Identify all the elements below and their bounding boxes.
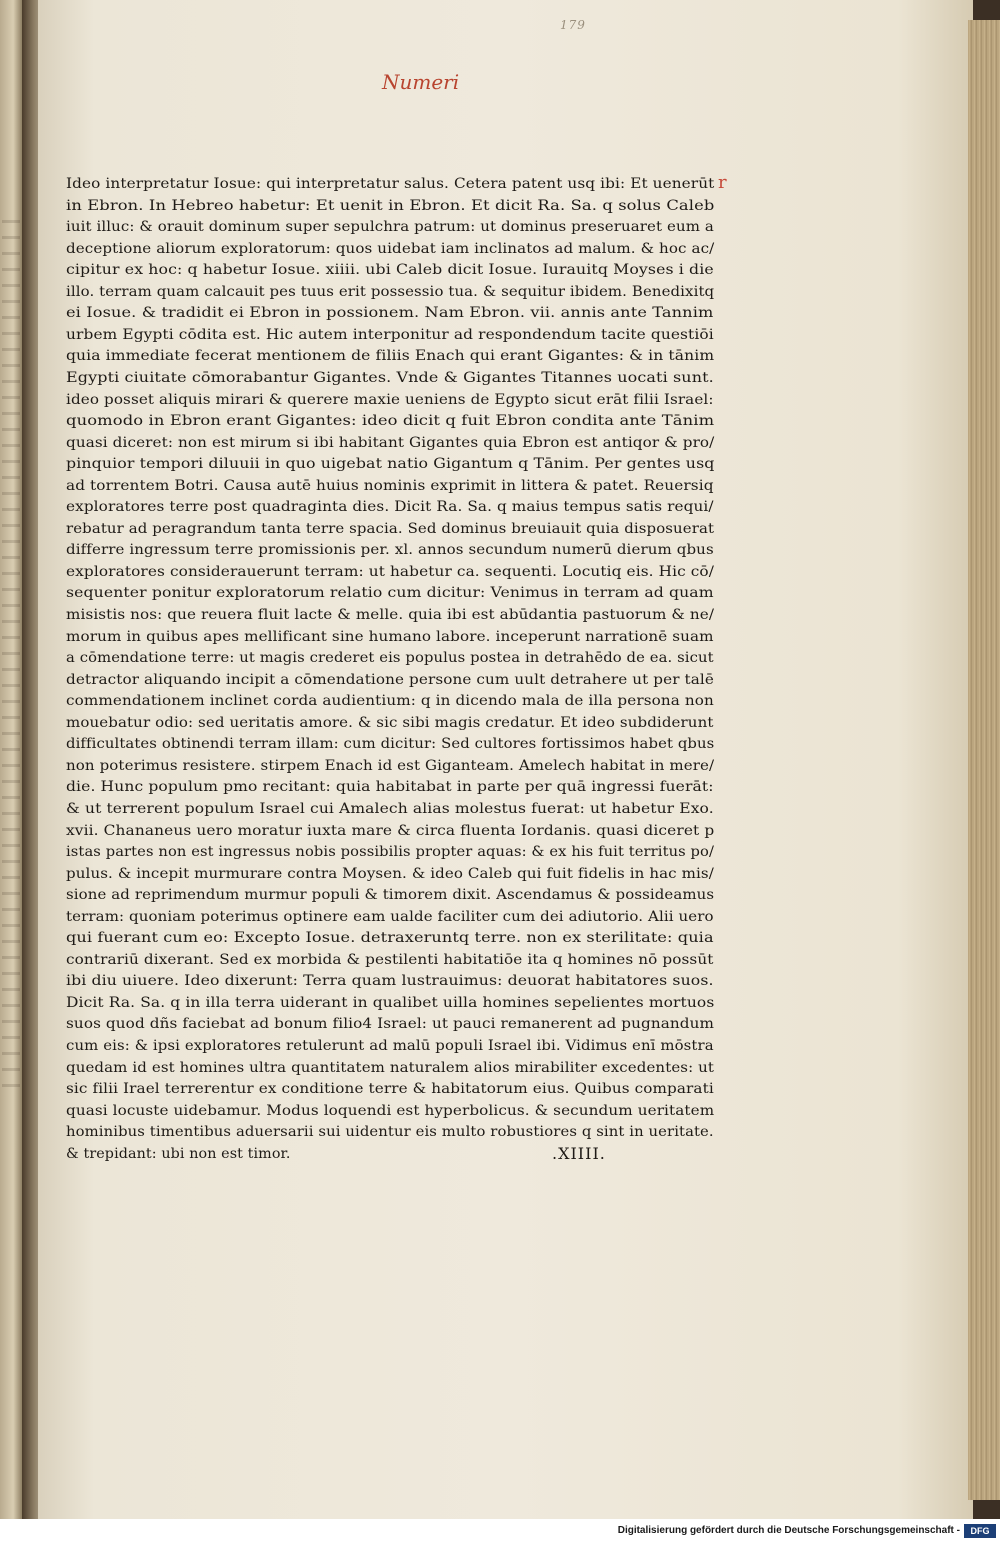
text-line: sione ad reprimendum murmur populi & timorem dixit. Ascendamus & possideamus <box>66 887 715 904</box>
body-text-block <box>66 173 716 1163</box>
text-line: cipitur ex hoc: q habetur Iosue. xiiii. ubi Caleb dicit Iosue. Iurauitq Moyses i die <box>66 262 714 279</box>
text-line: quedam id est homines ultra quantitatem naturalem alios mirabiliter excedentes: ut <box>66 1059 715 1076</box>
left-page-edge <box>0 0 22 1519</box>
text-line: Egypti ciuitate cōmorabantur Gigantes. Vnde & Gigantes Titannes uocati sunt. <box>66 369 714 386</box>
text-line: differre ingressum terre promissionis per. xl. annos secundum numerū dierum qbus <box>66 542 714 559</box>
text-line: hominibus timentibus aduersarii sui uidentur eis multo robustiores q sint in ueritate. <box>66 1124 714 1141</box>
text-line: Dicit Ra. Sa. q in illa terra uiderant in qualibet uilla homines sepelientes mortuos <box>66 994 715 1011</box>
text-line: Ideo interpretatur Iosue: qui interpretatur salus. Cetera patent usq ibi: Et uenerūt <box>66 176 715 192</box>
text-line: & ut terrerent populum Israel cui Amalech alias molestus fuerat: ut habetur Exo. <box>66 800 714 817</box>
text-line: iuit illuc: & orauit dominum super sepulchra patrum: ut dominus preseruaret eum a <box>66 219 714 236</box>
text-line: detractor aliquando incipit a cōmendatione persone cum uult detrahere ut per talē <box>66 671 714 688</box>
red-margin-mark: r <box>718 172 727 193</box>
text-line: xvii. Chananeus uero moratur iuxta mare & circa fluenta Iordanis. quasi diceret p <box>66 822 715 839</box>
text-line: contrariū dixerant. Sed ex morbida & pestilenti habitatiōe ita q homines nō possūt <box>66 951 714 968</box>
text-line: sequenter ponitur exploratorum relatio cum dicitur: Venimus in terram ad quam <box>66 585 714 602</box>
text-line: mouebatur odio: sed ueritatis amore. & sic sibi magis credatur. Et ideo subdiderunt <box>66 714 714 731</box>
page-fore-edge <box>968 20 1000 1500</box>
text-line: deceptione aliorum exploratorum: quos uidebat iam inclinatos ad malum. & hoc ac/ <box>66 240 715 257</box>
text-line: die. Hunc populum pmo recitant: quia habitabat in parte per quā ingressi fuerāt: <box>66 779 714 796</box>
text-line: ideo posset aliquis mirari & querere maxie ueniens de Egypto sicut erāt filii Israel: <box>66 391 714 408</box>
text-line: difficultates obtinendi terram illam: cum dicitur: Sed cultores fortissimos habet qbus <box>66 736 715 753</box>
text-line: pulus. & incepit murmurare contra Moysen. & ideo Caleb qui fuit fidelis in hac mis/ <box>66 865 714 882</box>
text-line: morum in quibus apes mellificant sine humano labore. inceperunt narrationē suam <box>66 628 714 645</box>
text-line: ad torrentem Botri. Causa autē huius nominis exprimit in littera & patet. Reuersiq <box>66 477 714 494</box>
text-line: sic filii Irael terrerentur ex conditione terre & habitatorum eius. Quibus comparati <box>66 1081 714 1098</box>
text-line: quasi diceret: non est mirum si ibi habitant Gigantes quia Ebron est antiqor & pro/ <box>66 434 715 451</box>
text-line: ei Iosue. & tradidit ei Ebron in possionem. Nam Ebron. vii. annis ante Tannim <box>66 305 714 322</box>
text-line: non poterimus resistere. stirpem Enach id est Giganteam. Amelech habitat in mere/ <box>66 757 715 774</box>
text-line: exploratores considerauerunt terram: ut habetur ca. sequenti. Locutiq eis. Hic cō/ <box>66 563 715 580</box>
text-line: & trepidant: ubi non est timor. <box>66 1145 291 1162</box>
text-line: cum eis: & ipsi exploratores retulerunt ad malū populi Israel ibi. Vidimus enī mōstra <box>66 1038 714 1054</box>
text-line: urbem Egypti cōdita est. Hic autem interponitur ad respondendum tacite questiōi <box>66 326 714 343</box>
text-line: rebatur ad peragrandum tanta terre spacia. Sed dominus breuiauit quia disposuerat <box>66 520 715 537</box>
text-line: quia immediate fecerat mentionem de filiis Enach qui erant Gigantes: & in tānim <box>66 348 715 365</box>
text-line: misistis nos: que reuera fluit lacte & melle. quia ibi est abūdantia pastuorum & ne/ <box>66 607 715 623</box>
text-line: qui fuerant cum eo: Excepto Iosue. detraxeruntq terre. non ex sterilitate: quia <box>66 930 714 947</box>
text-line: exploratores terre post quadraginta dies. Dicit Ra. Sa. q maius tempus satis requi/ <box>66 499 714 516</box>
text-line: commendationem inclinet corda audientium: q in dicendo mala de illa persona non <box>66 693 714 710</box>
text-line: suos quod dñs faciebat ad bonum filio4 Israel: ut pauci remanerent ad pugnandum <box>66 1016 715 1033</box>
text-line: quasi locuste uidebamur. Modus loquendi est hyperbolicus. & secundum ueritatem <box>66 1102 715 1119</box>
left-page-text-fragment <box>2 220 20 1100</box>
text-line: quomodo in Ebron erant Gigantes: ideo dicit q fuit Ebron condita ante Tānim <box>66 413 715 430</box>
text-line: in Ebron. In Hebreo habetur: Et uenit in Ebron. Et dicit Ra. Sa. q solus Caleb <box>66 197 715 214</box>
text-line: illo. terram quam calcauit pes tuus erit possessio tua. & sequitur ibidem. Benedixitq <box>66 283 715 300</box>
text-line: terram: quoniam poterimus optinere eam ualde faciliter cum dei adiutorio. Alii uero <box>66 908 714 925</box>
footer-credit: Digitalisierung gefördert durch die Deutsche Forschungsgemeinschaft - <box>617 1525 960 1536</box>
running-head: Numeri <box>382 70 460 94</box>
text-line: istas partes non est ingressus nobis possibilis propter aquas: & ex his fuit territus po/ <box>66 844 715 861</box>
chapter-number: .XIIII. <box>552 1143 606 1163</box>
folio-number: 179 <box>560 18 586 32</box>
text-line: pinquior tempori diluuii in quo uigebat natio Gigantum q Tānim. Per gentes usq <box>66 456 715 473</box>
dfg-logo: DFG <box>964 1524 996 1538</box>
text-line: ibi diu uiuere. Ideo dixerunt: Terra quam lustrauimus: deuorat habitatores suos. <box>66 973 714 990</box>
text-line: a cōmendatione terre: ut magis crederet eis populus postea in detrahēdo de ea. sicut <box>66 650 714 667</box>
